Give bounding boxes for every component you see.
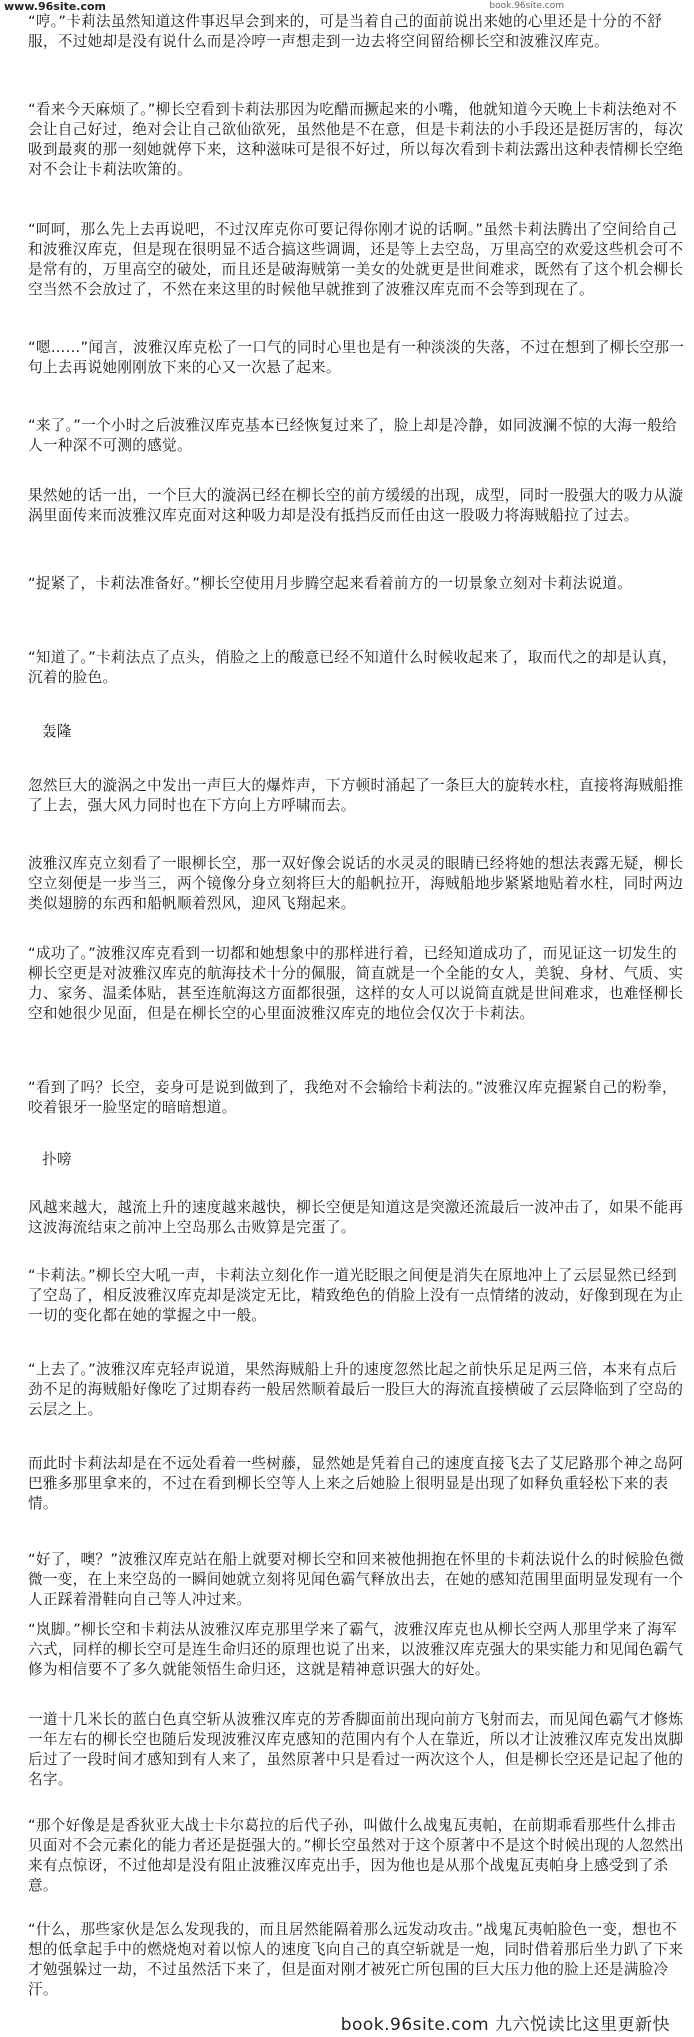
sound-effect: 扑嗙 xyxy=(42,1151,72,1168)
paragraph: 一道十几米长的蓝白色真空斩从波雅汉库克的芳香脚面前出现向前方飞射而去，而见闻色霸气才修炼一年左右的柳长空也随后发现波雅汉库克感知的范围内有个人在靠近，所以才让波雅汉库克发出岚脚后过了一段时间才感知到有人来了，虽然原著中只是看过一两次这个人，但是柳长空还是记起了他的名字。 xyxy=(28,1711,684,1788)
paragraph: “看来今天麻烦了。”柳长空看到卡莉法那因为吃醋而撅起来的小嘴，他就知道今天晚上卡莉法绝对不会让自己好过，绝对会让自己欲仙欲死，虽然他是不在意，但是卡莉法的小手段还是挺厉害的，每次吸到最爽的那一刻她就停下来，这种滋味可是很不好过，所以每次看到卡莉法露出这种表情柳长空绝对不会让卡莉法吹箫的。 xyxy=(28,101,684,178)
paragraph: “岚脚。”柳长空和卡莉法从波雅汉库克那里学来了霸气，波雅汉库克也从柳长空两人那里学来了海军六式，同样的柳长空可是连生命归还的原理也说了出来，以波雅汉库克强大的果实能力和见闻色霸气修为相信要不了多久就能领悟生命归还，这就是精神意识强大的好处。 xyxy=(28,1621,684,1678)
site-url: www.96site.com xyxy=(4,0,107,13)
paragraph: 风越来越大，越流上升的速度越来越快，柳长空便是知道这是突激还流最后一波冲击了，如果不能再这波海流结束之前冲上空岛那么击败算是完蛋了。 xyxy=(28,1199,684,1236)
paragraph: “捉紧了，卡莉法准备好。”柳长空使用月步腾空起来看着前方的一切景象立刻对卡莉法说道。 xyxy=(28,575,633,592)
sound-effect: 轰隆 xyxy=(42,723,72,740)
paragraph: “呵呵，那么先上去再说吧，不过汉库克你可要记得你刚才说的话啊。”虽然卡莉法腾出了空间给自己和波雅汉库克，但是现在很明显不适合搞这些调调，还是等上去空岛，万里高空的欢爱这些机会可不是常有的，万里高空的破处，而且还是破海贼第一美女的处就更是世间难求，既然有了这个机会柳长空当然不会放过了，不然在来这里的时候他早就推到了波雅汉库克而不会等到现在了。 xyxy=(28,221,684,298)
paragraph: “知道了。”卡莉法点了点头，俏脸之上的酸意已经不知道什么时候收起来了，取而代之的却是认真，沉着的脸色。 xyxy=(28,649,677,686)
paragraph: 忽然巨大的漩涡之中发出一声巨大的爆炸声，下方顿时涌起了一条巨大的旋转水柱，直接将海贼船推了上去，强大风力同时也在下方向上方呼啸而去。 xyxy=(28,777,684,814)
paragraph: “成功了。”波雅汉库克看到一切都和她想象中的那样进行着，已经知道成功了，而见证这一切发生的柳长空更是对波雅汉库克的航海技术十分的佩服，简直就是一个全能的女人，美貌、身材、气质、实力、家务、温柔体贴，甚至连航海这方面都很强，这样的女人可以说简直就是世间难求，也难怪柳长空和她很少见面，但是在柳长空的心里面波雅汉库克的地位会仅次于卡莉法。 xyxy=(28,945,684,1022)
paragraph: “来了。”一个小时之后波雅汉库克基本已经恢复过来了，脸上却是冷静，如同波澜不惊的大海一般给人一种深不可测的感觉。 xyxy=(28,417,677,454)
paragraph: “看到了吗？长空，妾身可是说到做到了，我绝对不会输给卡莉法的。”波雅汉库克握紧自己的粉拳，咬着银牙一脸坚定的暗暗想道。 xyxy=(28,1079,677,1116)
footer-watermark: book.96site.com 九六悦读比这里更新快 xyxy=(340,2015,670,2035)
paragraph: “什么，那些家伙是怎么发现我的，而且居然能隔着那么远发动攻击。”战鬼瓦夷帕脸色一变，想也不想的低拿起手中的燃烧炮对着以惊人的速度飞向自己的真空斩就是一炮，同时借着那后坐力趴了下来才勉强躲过一劫，不过虽然活下来了，但是面对刚才被死亡所包围的巨大压力他的脸上还是满脸冷汗。 xyxy=(28,1921,684,1998)
paragraph: “卡莉法。”柳长空大吼一声，卡莉法立刻化作一道光眨眼之间便是消失在原地冲上了云层显然已经到了空岛了，相反波雅汉库克却是淡定无比，精致绝色的俏脸上没有一点情绪的波动，好像到现在为止一切的变化都在她的掌握之中一般。 xyxy=(28,1267,684,1324)
paragraph: “那个好像是是香狄亚大战士卡尔葛拉的后代子孙，叫做什么战鬼瓦夷帕，在前期乖看那些什么排击贝面对不会元素化的能力者还是挺强大的。”柳长空虽然对于这个原著中不是这个时候出现的人忽然出来有点惊讶，不过他却是没有阻止波雅汉库克出手，因为他也是从那个战鬼瓦夷帕身上感受到了杀意。 xyxy=(28,1817,684,1894)
paragraph: “好了，噢？”波雅汉库克站在船上就要对柳长空和回来被他拥抱在怀里的卡莉法说什么的时候脸色微微一变，在上来空岛的一瞬间她就立刻将见闻色霸气释放出去，在她的感知范围里面明显发现有一个人正踩着滑鞋向自己等人冲过来。 xyxy=(28,1551,685,1608)
paragraph: 波雅汉库克立刻看了一眼柳长空，那一双好像会说话的水灵灵的眼睛已经将她的想法表露无疑，柳长空立刻便是一步当三，两个镜像分身立刻将巨大的船帆拉开，海贼船地步紧紧地贴着水柱，同时两边类似翅膀的东西和船帆顺着烈风，迎风飞翔起来。 xyxy=(28,855,684,912)
paragraph: “嗯……”闻言，波雅汉库克松了一口气的同时心里也是有一种淡淡的失落，不过在想到了柳长空那一句上去再说她刚刚放下来的心又一次悬了起来。 xyxy=(28,339,685,376)
page-footer xyxy=(0,2015,694,2037)
header-watermark: book.96site.com xyxy=(489,1,564,11)
paragraph: “上去了。”波雅汉库克轻声说道，果然海贼船上升的速度忽然比起之前快乐足足两三倍，本来有点后劲不足的海贼船好像吃了过期春药一般居然顺着最后一股巨大的海流直接横破了云层降临到了空岛的云层之上。 xyxy=(28,1361,684,1418)
paragraph: 果然她的话一出，一个巨大的漩涡已经在柳长空的前方缓缓的出现，成型，同时一股强大的吸力从漩涡里面传来而波雅汉库克面对这种吸力却是没有抵挡反而任由这一股吸力将海贼船拉了过去。 xyxy=(28,487,684,524)
paragraph: “哼。”卡莉法虽然知道这件事迟早会到来的，可是当着自己的面前说出来她的心里还是十分的不舒服，不过她却是没有说什么而是冷哼一声想走到一边去将空间留给柳长空和波雅汉库克。 xyxy=(28,13,662,50)
paragraph: 而此时卡莉法却是在不远处看着一些树藤，显然她是凭着自己的速度直接飞去了艾尼路那个神之岛阿巴雅多那里拿来的，不过在看到柳长空等人上来之后她脸上很明显是出现了如释负重轻松下来的表情。 xyxy=(28,1455,684,1512)
